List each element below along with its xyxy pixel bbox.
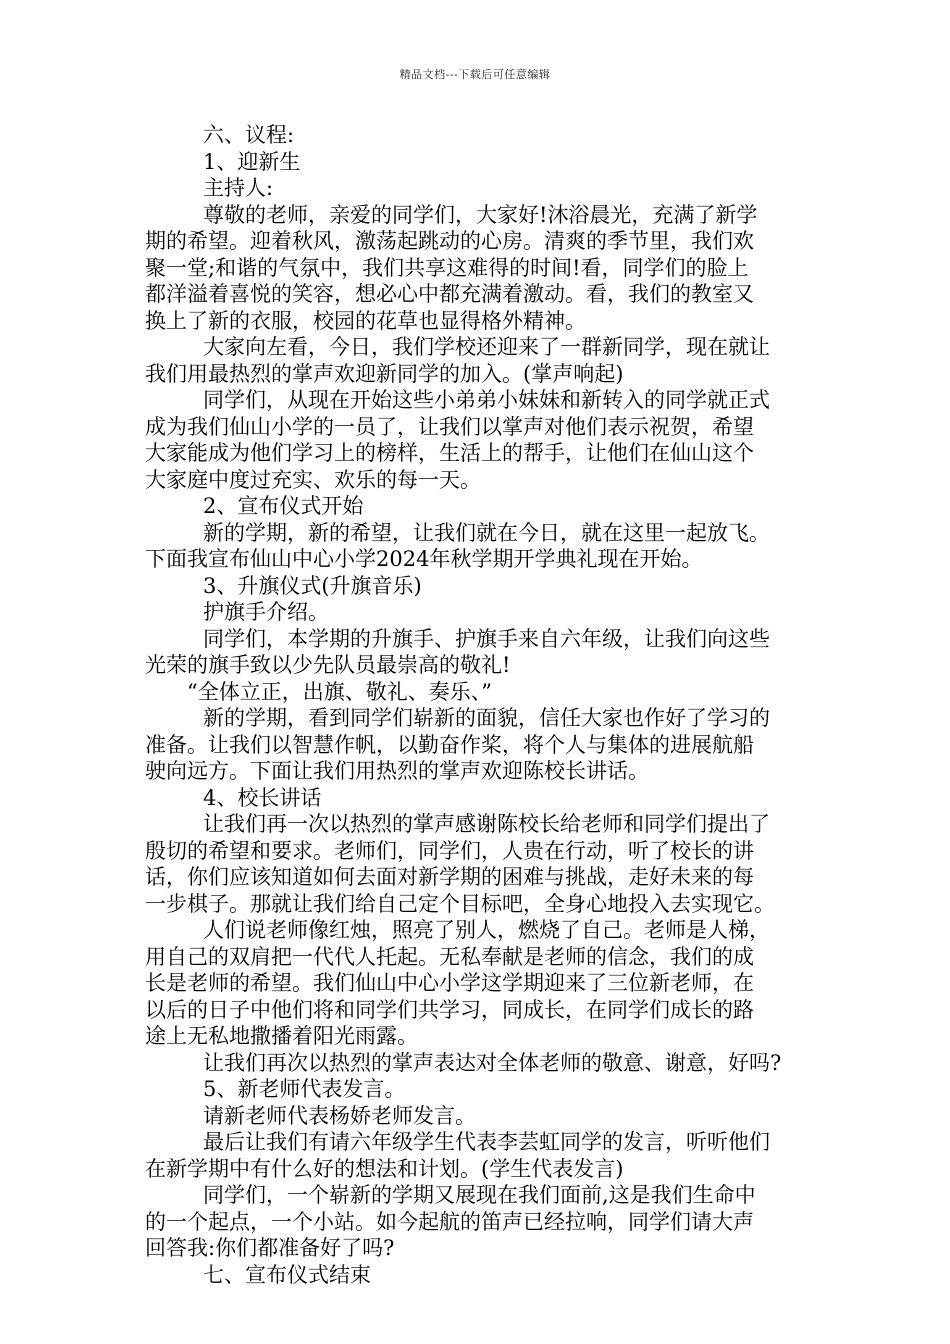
text-line: 5、新老师代表发言。 <box>203 1077 406 1101</box>
text-line: 七、宣布仪式结束 <box>203 1262 371 1287</box>
text-line: 1、迎新生 <box>203 149 301 174</box>
text-line: 新的学期，看到同学们崭新的面貌，信任大家也作好了学习的 <box>203 706 770 730</box>
text-line: 同学们，本学期的升旗手、护旗手来自六年级，让我们向这些 <box>203 626 770 651</box>
text-line: “全体立正，出旗、敬礼、奏乐、” <box>187 679 492 704</box>
text-line: 一步棋子。那就让我们给自己定个目标吧，全身心地投入去实现它。 <box>145 891 775 916</box>
text-line: 换上了新的衣服，校园的花草也显得格外精神。 <box>145 308 586 333</box>
text-line: 大家庭中度过充实、欢乐的每一天。 <box>145 467 481 492</box>
text-line: 4、校长讲话 <box>203 785 322 810</box>
text-line: 新的学期，新的希望，让我们就在今日，就在这里一起放飞。 <box>203 520 770 545</box>
text-line: 回答我:你们都准备好了吗? <box>145 1236 395 1260</box>
text-line: 护旗手介绍。 <box>203 600 329 624</box>
text-line: 的一个起点，一个小站。如今起航的笛声已经拉响，同学们请大声 <box>145 1209 754 1234</box>
text-line: 让我们再一次以热烈的掌声感谢陈校长给老师和同学们提出了 <box>203 812 770 836</box>
text-line: 驶向远方。下面让我们用热烈的掌声欢迎陈校长讲话。 <box>145 759 649 783</box>
text-line: 下面我宣布仙山中心小学2024年秋学期开学典礼现在开始。 <box>145 547 703 571</box>
text-line: 光荣的旗手致以少先队员最崇高的敬礼! <box>145 653 511 677</box>
text-line: 用自己的双肩把一代代人托起。无私奉献是老师的信念，我们的成 <box>145 944 754 969</box>
document-body <box>145 122 825 1288</box>
text-line: 让我们再次以热烈的掌声表达对全体老师的敬意、谢意，好吗? <box>203 1050 782 1075</box>
text-line: 我们用最热烈的掌声欢迎新同学的加入。(掌声响起) <box>145 361 624 386</box>
text-line: 话，你们应该知道如何去面对新学期的困难与挑战，走好未来的每 <box>145 865 754 889</box>
text-line: 长是老师的希望。我们仙山中心小学这学期迎来了三位新老师，在 <box>145 971 754 995</box>
text-line: 同学们，从现在开始这些小弟弟小妹妹和新转入的同学就正式 <box>203 388 770 412</box>
text-line: 都洋溢着喜悦的笑容，想必心中都充满着激动。看，我们的教室又 <box>145 282 754 306</box>
text-line: 最后让我们有请六年级学生代表李芸虹同学的发言，听听他们 <box>203 1130 770 1154</box>
text-line: 期的希望。迎着秋风，激荡起跳动的心房。清爽的季节里，我们欢 <box>145 229 754 253</box>
text-line: 尊敬的老师，亲爱的同学们，大家好!沐浴晨光，充满了新学 <box>203 202 758 227</box>
text-line: 以后的日子中他们将和同学们共学习，同成长，在同学们成长的路 <box>145 997 754 1022</box>
text-line: 同学们，一个崭新的学期又展现在我们面前,这是我们生命中 <box>203 1183 756 1207</box>
text-line: 大家向左看，今日，我们学校还迎来了一群新同学，现在就让 <box>203 335 770 359</box>
text-line: 2、宣布仪式开始 <box>203 494 364 518</box>
text-line: 请新老师代表杨娇老师发言。 <box>203 1103 476 1128</box>
text-line: 人们说老师像红烛，照亮了别人，燃烧了自己。老师是人梯， <box>203 918 770 942</box>
text-line: 成为我们仙山小学的一员了，让我们以掌声对他们表示祝贺，希望 <box>145 414 754 439</box>
text-line: 大家能成为他们学习上的榜样，生活上的帮手，让他们在仙山这个 <box>145 441 754 465</box>
text-line: 准备。让我们以智慧作帆，以勤奋作桨，将个人与集体的进展航船 <box>145 732 754 757</box>
text-line: 途上无私地撒播着阳光雨露。 <box>145 1024 418 1048</box>
text-line: 3、升旗仪式(升旗音乐) <box>203 573 422 598</box>
text-line: 殷切的希望和要求。老师们，同学们，人贵在行动，听了校长的讲 <box>145 838 754 863</box>
text-line: 主持人: <box>203 176 274 200</box>
text-line: 在新学期中有什么好的想法和计划。(学生代表发言) <box>145 1156 624 1181</box>
text-line: 聚一堂;和谐的气氛中，我们共享这难得的时间!看，同学们的脸上 <box>145 255 749 280</box>
text-line: 六、议程: <box>203 123 295 147</box>
page-header: 精品文档---下载后可任意编辑 <box>399 68 551 81</box>
